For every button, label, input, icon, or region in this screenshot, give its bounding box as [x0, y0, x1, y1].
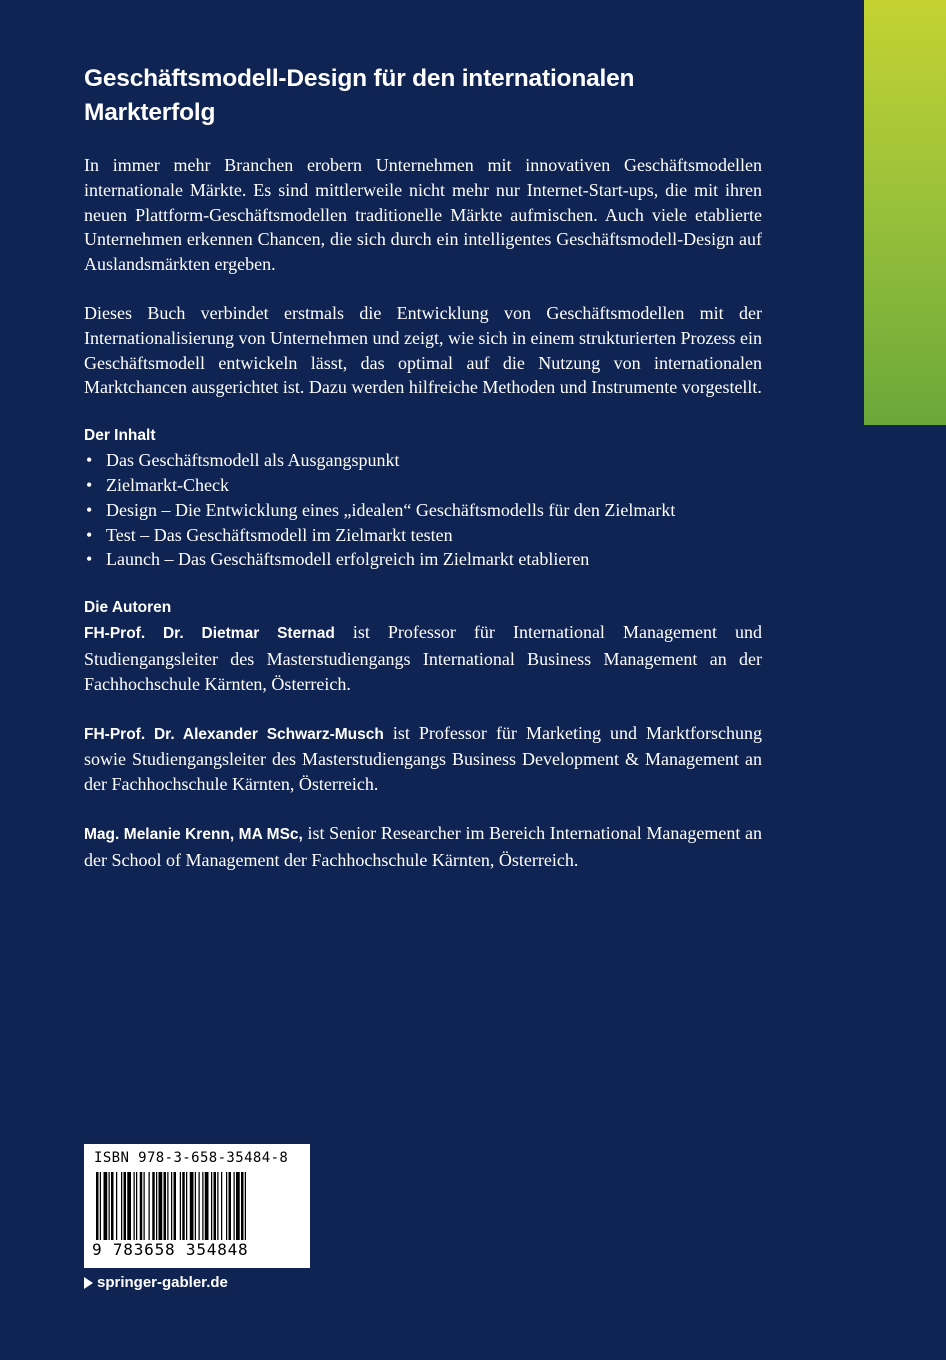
publisher-url[interactable]: springer-gabler.de	[97, 1274, 228, 1291]
back-cover-text	[84, 62, 762, 897]
list-item-text: Design – Die Entwicklung eines „idealen“ Geschäftsmodells für den Zielmarkt	[106, 499, 676, 520]
isbn-label: ISBN 978-3-658-35484-8	[94, 1150, 289, 1166]
contents-list	[84, 448, 762, 572]
accent-stripe	[864, 0, 946, 425]
bullet-icon: •	[86, 499, 93, 520]
contents-heading: Der Inhalt	[84, 427, 156, 445]
list-item	[84, 473, 762, 498]
list-item-text: Launch – Das Geschäftsmodell erfolgreich im Zielmarkt etablieren	[106, 549, 590, 570]
list-item-text: Zielmarkt-Check	[106, 474, 229, 495]
list-item-text: Das Geschäftsmodell als Ausgangspunkt	[106, 450, 400, 471]
bullet-icon: •	[86, 450, 93, 471]
bullet-icon: •	[86, 474, 93, 495]
author-description: ist Professor für International Management und Studiengangsleiter des Masterstudiengangs International Business Management an der Fachhochschule Kärnten, Österreich.	[84, 622, 762, 694]
author-name: FH-Prof. Dr. Alexander Schwarz-Musch	[84, 725, 384, 743]
list-item	[84, 547, 762, 572]
bullet-icon: •	[86, 524, 93, 545]
list-item	[84, 498, 762, 523]
barcode-digits: 9 783658 354848	[92, 1240, 249, 1259]
author-name: Mag. Melanie Krenn, MA MSc,	[84, 825, 303, 843]
author-bio	[84, 620, 762, 696]
list-item	[84, 448, 762, 473]
isbn-barcode	[84, 1144, 310, 1268]
author-bio	[84, 821, 762, 873]
author-description: ist Senior Researcher im Bereich International Management an der School of Management der Fachhochschule Kärnten, Österreich.	[84, 822, 762, 870]
bullet-icon: •	[86, 549, 93, 570]
author-bio	[84, 721, 762, 797]
intro-paragraph-2: Dieses Buch verbindet erstmals die Entwicklung von Geschäftsmodellen mit der Internationalisierung von Unternehmen und zeigt, wie sich in einem strukturierten Prozess ein Geschäftsmodell entwickeln lässt, das optimal auf die Nutzung von internationalen Marktchancen ausgerichtet ist. Dazu werden hilfreiche Methoden und Instrumente vorgestellt.	[84, 302, 762, 398]
publisher-link[interactable]	[84, 1272, 228, 1294]
list-item-text: Test – Das Geschäftsmodell im Zielmarkt testen	[106, 524, 453, 545]
authors-heading: Die Autoren	[84, 599, 172, 617]
arrow-right-icon	[84, 1277, 93, 1289]
list-item	[84, 523, 762, 548]
author-description: ist Professor für Marketing und Marktforschung sowie Studiengangsleiter des Masterstudiengangs Business Development & Management an der Fachhochschule Kärnten, Österreich.	[84, 722, 762, 795]
page-title: Geschäftsmodell-Design für den internationalen Markterfolg	[84, 65, 635, 126]
intro-paragraph-1: In immer mehr Branchen erobern Unternehmen mit innovativen Geschäftsmodellen internationale Märkte. Es sind mittlerweile nicht mehr nur Internet-Start-ups, die mit ihren neuen Plattform-Geschäftsmodellen traditionelle Märkte aufmischen. Auch viele etablierte Unternehmen erkennen Chancen, die sich durch ein intelligentes Geschäftsmodell-Design auf Auslandsmärkten ergeben.	[84, 155, 762, 275]
author-name: FH-Prof. Dr. Dietmar Sternad	[84, 625, 335, 643]
